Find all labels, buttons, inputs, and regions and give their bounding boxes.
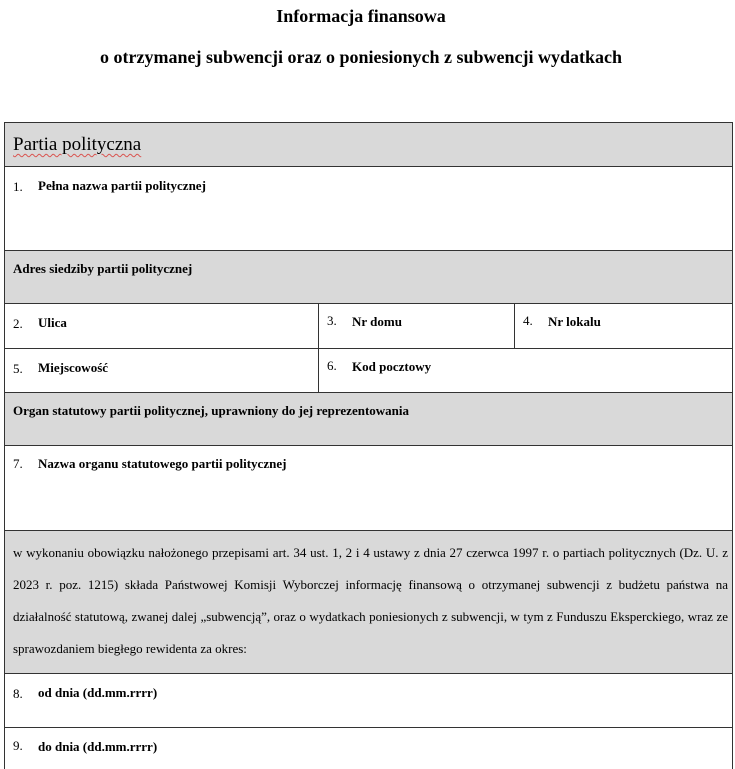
field-label: Ulica — [38, 315, 67, 330]
city-field[interactable] — [5, 349, 319, 393]
house-number-field[interactable] — [319, 304, 515, 349]
field-row-3 — [5, 349, 733, 393]
field-row-4 — [5, 446, 733, 531]
address-heading: Adres siedziby partii politycznej — [13, 261, 193, 276]
street-field[interactable] — [5, 304, 319, 349]
party-full-name-field[interactable] — [5, 167, 733, 251]
field-number: 7. — [13, 456, 23, 471]
field-number: 6. — [327, 358, 337, 373]
field-row-1 — [5, 167, 733, 251]
field-label: Pełna nazwa partii politycznej — [38, 178, 206, 193]
statutory-organ-name-field[interactable] — [5, 446, 733, 531]
party-heading-row — [5, 123, 733, 167]
field-label: Nr lokalu — [548, 314, 601, 329]
field-number: 1. — [13, 179, 23, 194]
document-subtitle: o otrzymanej subwencji oraz o poniesionych z subwencji wydatkach — [100, 47, 622, 67]
address-heading-row — [5, 251, 733, 304]
field-label: do dnia (dd.mm.rrrr) — [38, 739, 158, 754]
party-heading-cell — [5, 123, 733, 167]
field-row-6 — [5, 728, 733, 769]
field-row-5 — [5, 674, 733, 728]
organ-heading: Organ statutowy partii politycznej, uprawniony do jej reprezentowania — [13, 403, 409, 418]
postal-code-field[interactable] — [319, 349, 733, 393]
address-heading-cell — [5, 251, 733, 304]
party-heading: Partia polityczna — [13, 134, 142, 155]
field-label: Nazwa organu statutowego partii politycznej — [38, 456, 287, 471]
organ-heading-row — [5, 393, 733, 446]
organ-heading-cell — [5, 393, 733, 446]
period-to-field[interactable] — [5, 728, 733, 769]
statement-text: w wykonaniu obowiązku nałożonego przepisami art. 34 ust. 1, 2 i 4 ustawy z dnia 27 czerwca 1997 r. o partiach politycznych (Dz. U. z 2023 r. poz. 1215) składa Państwowej Komisji Wyborczej informację finansową o otrzymanej subwencji z budżetu państwa na działalność statutową, zwanej dalej „subwencją”, oraz o wydatkach poniesionych z subwencji, w tym z Funduszu Eksperckiego, wraz ze sprawozdaniem biegłego rewidenta za okres: — [13, 545, 729, 656]
statement-cell — [5, 531, 733, 674]
field-label: Miejscowość — [38, 360, 109, 375]
field-label: Kod pocztowy — [352, 359, 432, 374]
field-number: 3. — [327, 313, 337, 328]
field-number: 8. — [13, 686, 23, 701]
field-number: 5. — [13, 361, 23, 376]
financial-form — [4, 122, 733, 769]
statement-row — [5, 531, 733, 674]
field-number: 4. — [523, 313, 533, 328]
field-number: 9. — [13, 738, 23, 753]
field-label: od dnia (dd.mm.rrrr) — [38, 685, 158, 700]
document-title: Informacja finansowa — [276, 6, 446, 26]
period-from-field[interactable] — [5, 674, 733, 728]
apartment-number-field[interactable] — [515, 304, 733, 349]
field-label: Nr domu — [352, 314, 402, 329]
field-number: 2. — [13, 316, 23, 331]
field-row-2 — [5, 304, 733, 349]
